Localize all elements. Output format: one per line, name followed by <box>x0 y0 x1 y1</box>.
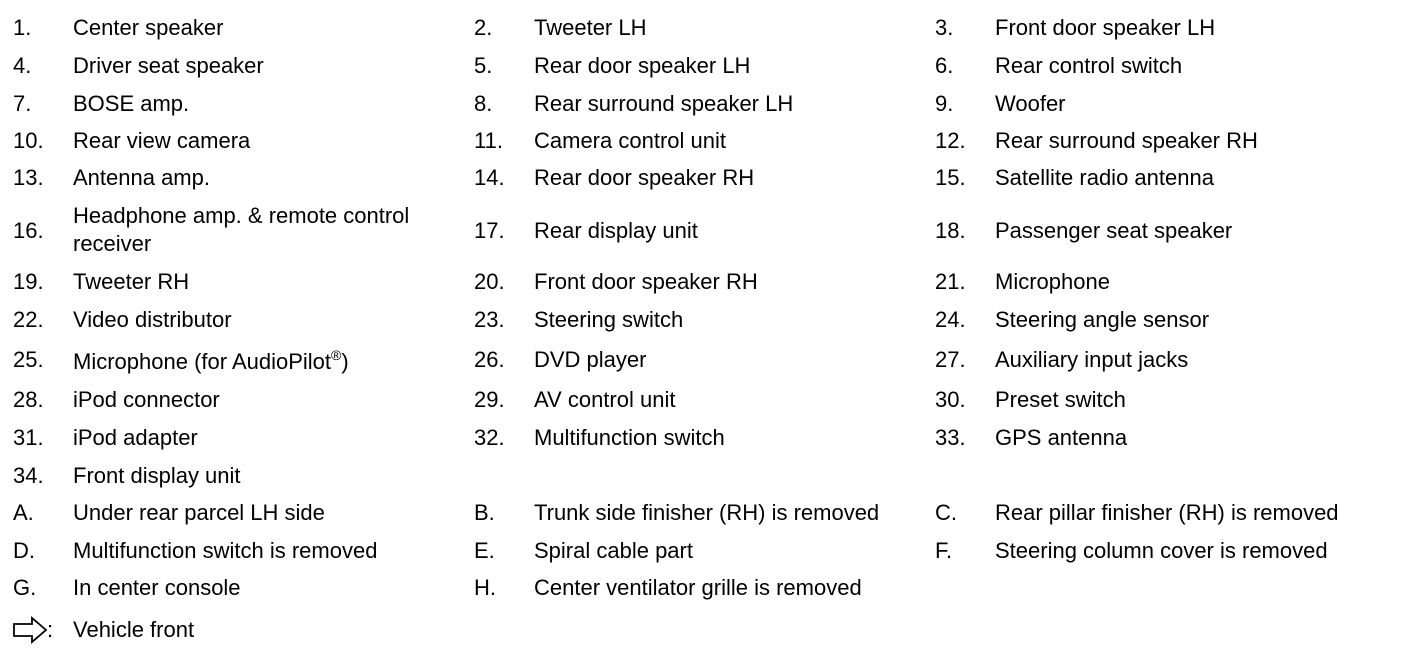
legend-entry-number: 18. <box>935 218 966 243</box>
legend-entry-label: DVD player <box>534 347 647 372</box>
legend-row <box>0 202 1408 260</box>
legend-entry-number: 31. <box>13 425 44 450</box>
legend-entry-label: Tweeter RH <box>73 269 190 294</box>
legend-entry-label: Passenger seat speaker <box>995 218 1233 243</box>
legend-entry-number: A. <box>13 500 34 525</box>
legend-entry <box>0 537 1408 565</box>
legend-entry-number: 4. <box>13 53 32 78</box>
legend-entry-number: 8. <box>474 91 493 116</box>
legend-entry-number: 14. <box>474 165 505 190</box>
legend-entry-label: Woofer <box>995 91 1066 116</box>
legend-entry-label: Front display unit <box>73 463 241 488</box>
outline-right-arrow-icon <box>13 616 49 644</box>
legend-entry-label: Preset switch <box>995 387 1126 412</box>
legend-entry-label: Center ventilator grille is removed <box>534 575 862 600</box>
legend-entry-label: Headphone amp. & remote control receiver <box>73 203 410 256</box>
legend-row <box>0 268 1408 296</box>
legend-entry-number: 20. <box>474 269 505 294</box>
legend-row <box>0 499 1408 527</box>
legend-entry-number: 29. <box>474 387 505 412</box>
legend-entry-label: Multifunction switch is removed <box>73 538 378 563</box>
legend-entry-number: 13. <box>13 165 44 190</box>
legend-entry-number: 16. <box>13 218 44 243</box>
legend-entry-number: H. <box>474 575 496 600</box>
legend-entry-label: Steering angle sensor <box>995 307 1210 332</box>
legend-entry-number: 11. <box>474 128 503 153</box>
legend-entry-label: Front door speaker RH <box>534 269 758 294</box>
legend-entry-label: AV control unit <box>534 387 676 412</box>
legend-entry <box>0 127 1408 155</box>
legend-entry-label: Antenna amp. <box>73 165 210 190</box>
legend-entry <box>0 52 1408 80</box>
legend-entry-number: C. <box>935 500 957 525</box>
legend-entry-label: Front door speaker LH <box>995 15 1216 40</box>
legend-entry <box>0 424 1408 452</box>
legend-entry-label: iPod adapter <box>73 425 198 450</box>
legend-entry-label: Rear display unit <box>534 218 698 243</box>
legend-entry <box>0 268 1408 296</box>
legend-entry-number: 5. <box>474 53 493 78</box>
legend-entry-number: 32. <box>474 425 505 450</box>
legend-row <box>0 14 1408 42</box>
legend-entry-number: 22. <box>13 307 44 332</box>
legend-entry-number: 23. <box>474 307 505 332</box>
legend-entry-number: 17. <box>474 218 505 243</box>
legend-entry-number: 27. <box>935 347 966 372</box>
legend-entry <box>0 462 1408 490</box>
legend-row <box>0 574 1408 602</box>
legend-entry <box>0 499 1408 527</box>
legend-entry-label: Rear door speaker RH <box>534 165 755 190</box>
legend-entry-label: BOSE amp. <box>73 91 190 116</box>
legend-entry-number: 9. <box>935 91 954 116</box>
legend-entry-number: 12. <box>935 128 966 153</box>
legend-entry-label: Rear surround speaker RH <box>995 128 1258 153</box>
legend-entry-label: Rear door speaker LH <box>534 53 751 78</box>
legend-entry-number: B. <box>474 500 495 525</box>
legend-entry-number: 10. <box>13 128 44 153</box>
legend-entry-number: F. <box>935 538 953 563</box>
legend-row <box>0 52 1408 80</box>
legend-entry-number: 7. <box>13 91 32 116</box>
legend-entry-number: 26. <box>474 347 505 372</box>
legend-entry <box>0 346 1408 374</box>
legend-entry-label: Under rear parcel LH side <box>73 500 325 525</box>
legend-entry-number: 30. <box>935 387 966 412</box>
legend-row <box>0 424 1408 452</box>
legend-entry-label: Camera control unit <box>534 128 726 153</box>
legend-row <box>0 306 1408 334</box>
legend-entry <box>0 306 1408 334</box>
legend-entry-number: 25. <box>13 347 44 372</box>
label-text-suffix: ) <box>341 349 349 374</box>
legend-entry-label: Steering column cover is removed <box>995 538 1328 563</box>
legend-entry <box>0 386 1408 414</box>
legend-entry-label: Trunk side finisher (RH) is removed <box>534 500 880 525</box>
legend-entry-number: 24. <box>935 307 966 332</box>
legend-entry-label: Rear surround speaker LH <box>534 91 794 116</box>
legend-entry-number: 6. <box>935 53 954 78</box>
legend-entry <box>0 164 1408 192</box>
legend-entry-label: Multifunction switch <box>534 425 725 450</box>
legend-row <box>0 462 1408 490</box>
legend-row <box>0 90 1408 118</box>
legend-entry <box>0 90 1408 118</box>
legend-entry-number: G. <box>13 575 37 600</box>
legend-entry-label: Rear view camera <box>73 128 251 153</box>
legend-entry <box>0 574 1408 602</box>
legend-entry-label: Microphone <box>995 269 1110 294</box>
legend-entry-label: Tweeter LH <box>534 15 647 40</box>
legend-entry-number: 34. <box>13 463 44 488</box>
legend-row <box>0 386 1408 414</box>
legend-entry-number: E. <box>474 538 495 563</box>
legend-entry <box>0 202 1408 260</box>
legend-entry-number: 28. <box>13 387 44 412</box>
legend-entry-number: 1. <box>13 15 32 40</box>
legend-entry-label: Vehicle front <box>73 617 195 642</box>
legend-entry-number: 2. <box>474 15 493 40</box>
legend-entry-label: Video distributor <box>73 307 232 332</box>
legend-entry-label: Steering switch <box>534 307 684 332</box>
legend-entry-label: Auxiliary input jacks <box>995 347 1189 372</box>
registered-mark: ® <box>331 347 342 363</box>
legend-entry-number: 21. <box>935 269 966 294</box>
legend-entry-number: 19. <box>13 269 44 294</box>
legend-entry-number: : <box>47 617 54 642</box>
legend-row <box>0 164 1408 192</box>
label-text: Microphone (for AudioPilot <box>73 349 332 374</box>
legend-entry-label: Rear pillar finisher (RH) is removed <box>995 500 1339 525</box>
legend-row <box>0 346 1408 374</box>
legend-row <box>0 537 1408 565</box>
legend-entry-number: 3. <box>935 15 954 40</box>
legend-entry-number: D. <box>13 538 35 563</box>
legend-entry-label: Center speaker <box>73 15 224 40</box>
legend-entry-label: In center console <box>73 575 241 600</box>
legend-row <box>0 127 1408 155</box>
legend-entry-label: Spiral cable part <box>534 538 693 563</box>
legend-entry <box>0 14 1408 42</box>
legend-entry-label: Rear control switch <box>995 53 1183 78</box>
legend-entry-label: iPod connector <box>73 387 220 412</box>
legend-entry-label: Driver seat speaker <box>73 53 264 78</box>
legend-entry-number: 33. <box>935 425 966 450</box>
legend-row <box>0 616 1408 644</box>
legend-entry-label: GPS antenna <box>995 425 1128 450</box>
legend-entry-label: Satellite radio antenna <box>995 165 1214 190</box>
legend-entry-number: 15. <box>935 165 966 190</box>
